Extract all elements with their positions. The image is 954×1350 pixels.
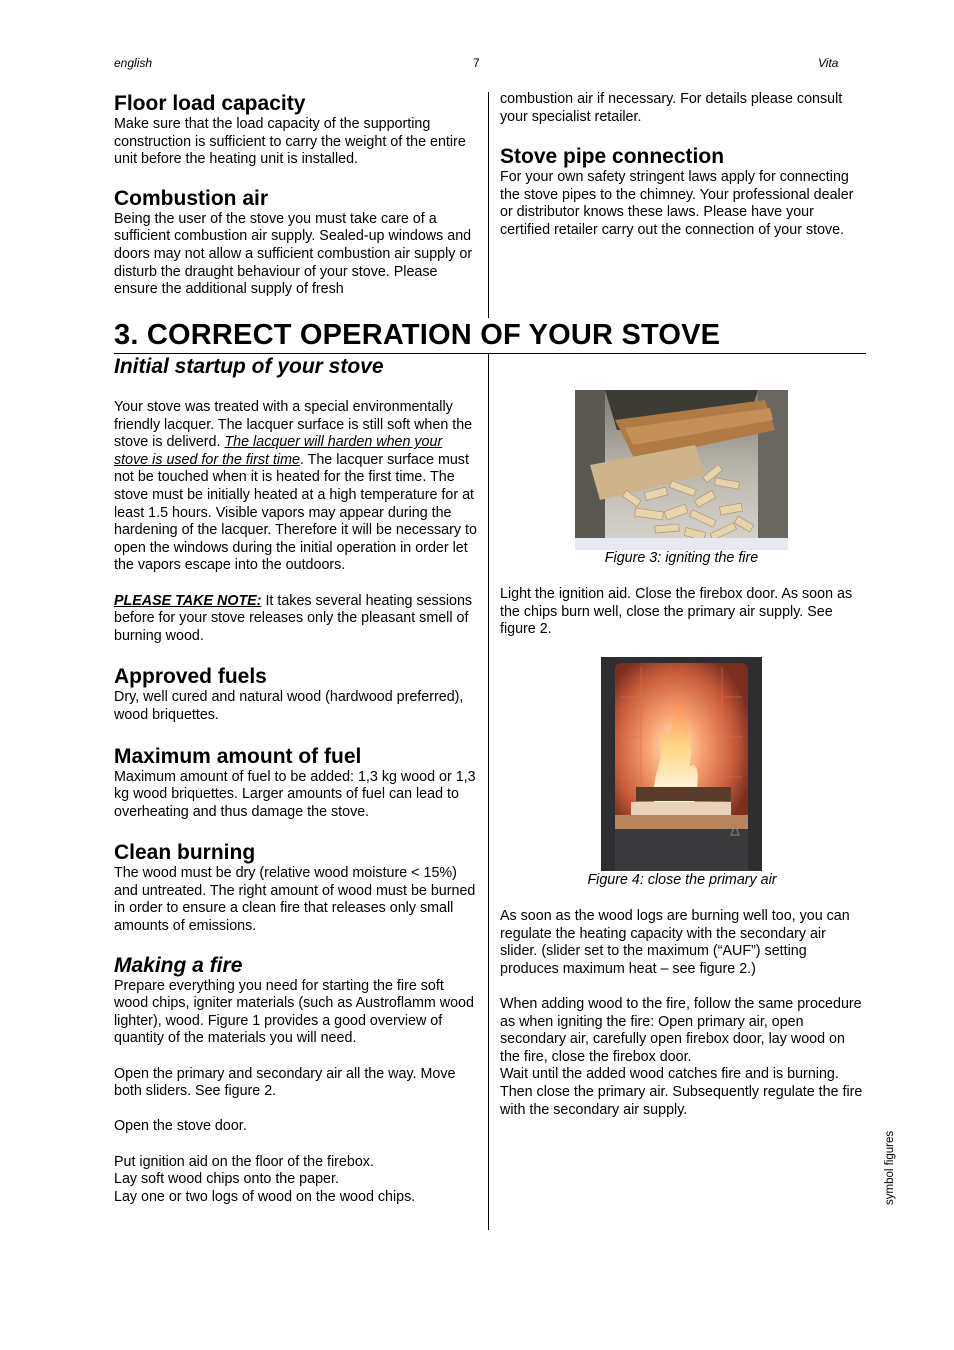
startup-text-part2: . The lacquer surface must not be touched when it is heated for the first time. The stove must be initially heated at a high temperature for at least 1.5 hours. Visible vapors may appear during the hardening of the lacquer. Therefore it will be necessary to open the windows during the initial operation in order let the vapors escape into the outdoors. (114, 451, 477, 574)
making-fire-heading: Making a fire (114, 953, 243, 977)
after-figure-4-text-block (500, 908, 864, 1119)
chapter-rule (114, 353, 866, 354)
floor-load-text: Make sure that the load capacity of the supporting construction is sufficient to carry the weight of the entire unit before the heating unit is installed. (114, 116, 466, 168)
making-fire-p4a: Put ignition aid on the floor of the firebox. (114, 1153, 374, 1170)
main-column-divider (488, 354, 489, 1230)
clean-burning-text: The wood must be dry (relative wood moisture < 15%) and untreated. The right amount of wood must be burned in order to ensure a clean fire that releases only small amounts of emissions. (114, 865, 476, 935)
take-note-paragraph (114, 593, 478, 646)
after-figure-4-p1: As soon as the wood logs are burning well too, you can regulate the heating capacity with the secondary air slider. (slider set to the maximum (“AUF”) setting produces maximum heat – see figure 2.) (500, 908, 850, 977)
clean-burning-heading: Clean burning (114, 841, 256, 865)
figure-4-photo (601, 657, 762, 871)
initial-startup-heading: Initial startup of your stove (114, 355, 384, 378)
figure-3-photo (575, 390, 788, 550)
header-model: Vita (818, 56, 839, 70)
max-fuel-heading: Maximum amount of fuel (114, 744, 362, 768)
after-figure-3-text: Light the ignition aid. Close the firebox door. As soon as the chips burn well, close the primary air supply. See figure 2. (500, 586, 853, 638)
after-figure-4-p2a: When adding wood to the fire, follow the same procedure as when igniting the fire: Open primary air, open secondary air, carefully open firebox door, lay wood on the fire, close the firebox door. (500, 995, 862, 1065)
making-fire-p3: Open the stove door. (114, 1118, 247, 1135)
startup-emphasis: The lacquer will harden when your stove is used for the first time (114, 434, 443, 468)
main-left-column (114, 355, 478, 1206)
top-left-column (114, 92, 478, 299)
after-figure-3-text-block (500, 586, 864, 639)
take-note-label: PLEASE TAKE NOTE: (114, 592, 262, 609)
stove-pipe-text: For your own safety stringent laws apply for connecting the stove pipes to the chimney. Your professional dealer or distributor knows these laws. Please have your certified retailer carry out the connection of your stove. (500, 169, 854, 238)
firebox-wood-chips-image (575, 390, 788, 550)
making-fire-p2: Open the primary and secondary air all the way. Move both sliders. See figure 2. (114, 1065, 456, 1100)
side-label-symbol-figures: symbol figures (884, 1130, 896, 1205)
header-page-number: 7 (473, 56, 480, 70)
header-language: english (114, 56, 153, 70)
figure-4-caption: Figure 4: close the primary air (587, 872, 777, 888)
combustion-air-heading: Combustion air (114, 186, 269, 210)
making-fire-p1: Prepare everything you need for starting the fire soft wood chips, igniter materials (such as Austroflamm wood lighter), wood. Figure 1 provides a good overview of quantity of the materials you will need. (114, 977, 474, 1047)
chapter-title: 3. CORRECT OPERATION OF YOUR STOVE (114, 319, 721, 351)
top-right-column (500, 91, 864, 240)
stove-fire-image (601, 657, 762, 871)
take-note-text: It takes several heating sessions before for your stove releases only the pleasant smell of burning wood. (114, 592, 473, 644)
making-fire-p4c: Lay one or two logs of wood on the wood chips. (114, 1188, 416, 1205)
approved-fuels-heading: Approved fuels (114, 665, 267, 689)
stove-pipe-heading: Stove pipe connection (500, 145, 725, 169)
after-figure-4-p2b: Wait until the added wood catches fire and is burning. Then close the primary air. Subsequently regulate the fire with the secondary air supply. (500, 1066, 863, 1118)
combustion-air-continued: combustion air if necessary. For details please consult your specialist retailer. (500, 91, 843, 125)
initial-startup-text (114, 399, 478, 575)
startup-text-part1: Your stove was treated with a special environmentally friendly lacquer. The lacquer surface is still soft when the stove is deliverd. (114, 399, 473, 451)
approved-fuels-text: Dry, well cured and natural wood (hardwood preferred), wood briquettes. (114, 689, 464, 723)
making-fire-p4b: Lay soft wood chips onto the paper. (114, 1171, 339, 1188)
max-fuel-text: Maximum amount of fuel to be added: 1,3 kg wood or 1,3 kg wood briquettes. Larger amounts of fuel can lead to overheating and thus damage the stove. (114, 768, 476, 820)
combustion-air-text: Being the user of the stove you must take care of a sufficient combustion air supply. Sealed-up windows and doors may not allow a sufficient combustion air supply or disturb the draught behaviour of your stove. Please ensure the additional supply of fresh (114, 210, 473, 298)
top-column-divider (488, 92, 489, 318)
figure-3-caption: Figure 3: igniting the fire (604, 550, 759, 566)
floor-load-heading: Floor load capacity (114, 92, 306, 115)
